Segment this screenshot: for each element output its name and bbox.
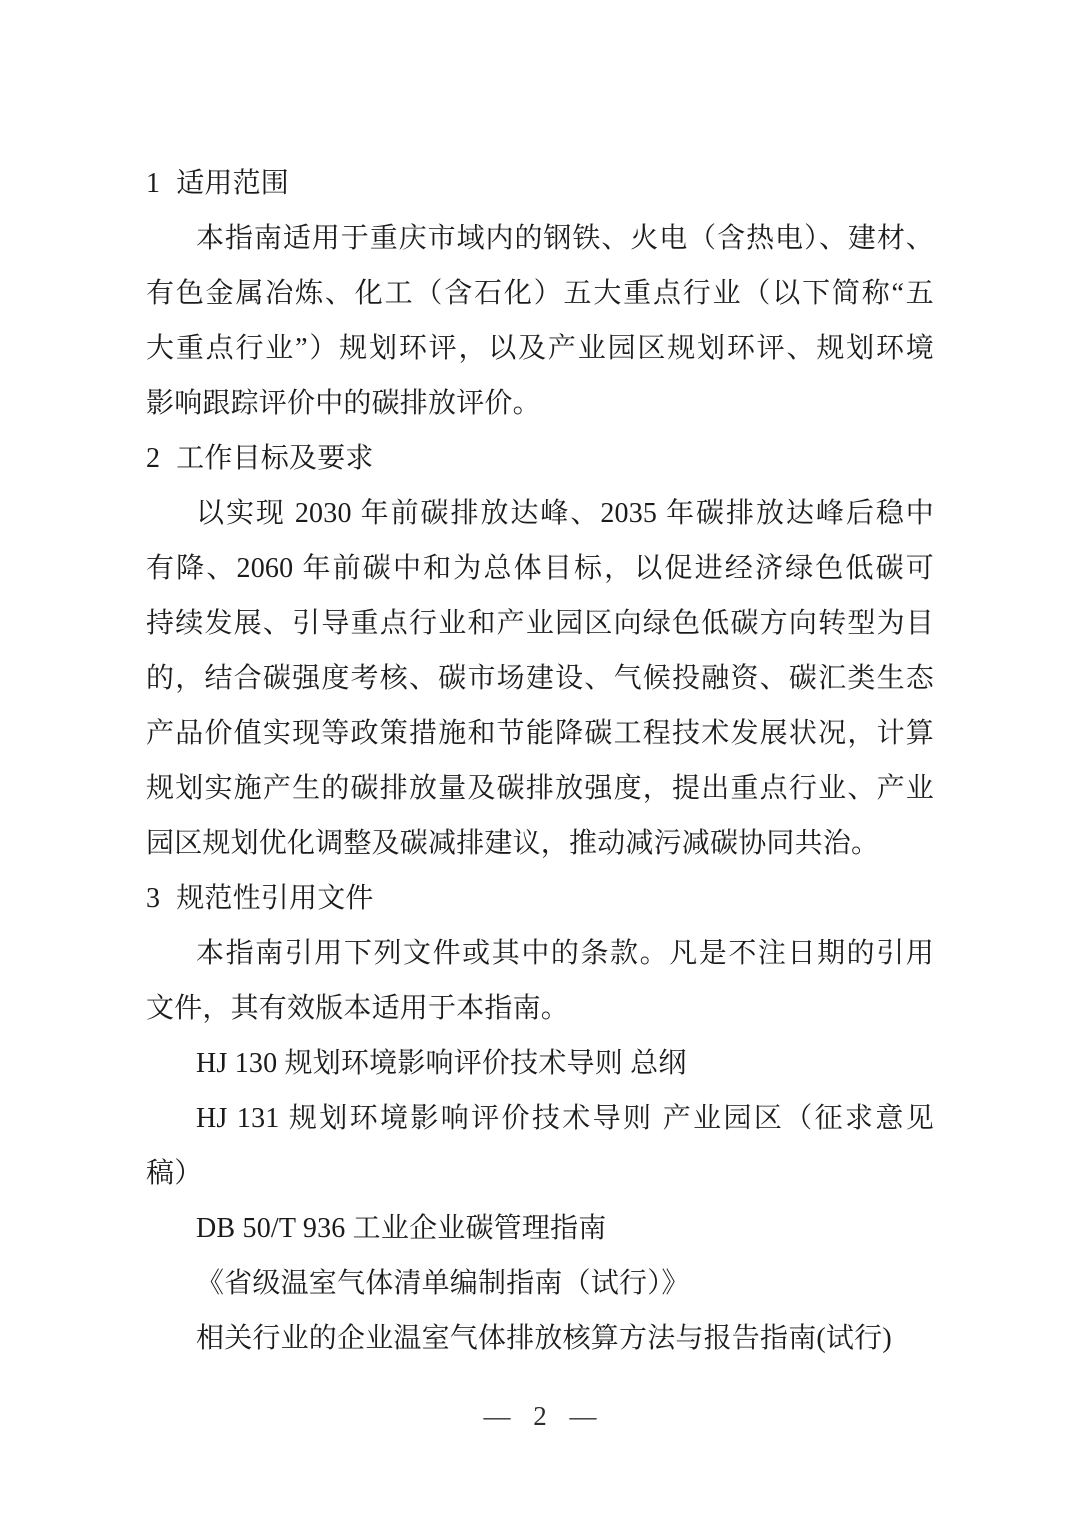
- section-title: 适用范围: [176, 168, 290, 199]
- text-line: 文件，其有效版本适用于本指南。: [146, 993, 570, 1024]
- text-line: 持续发展、引导重点行业和产业园区向绿色低碳方向转型为目: [146, 608, 934, 639]
- text-line: 《省级温室气体清单编制指南（试行）》: [196, 1268, 690, 1299]
- text-line: 产品价值实现等政策措施和节能降碳工程技术发展状况，计算: [146, 718, 934, 749]
- section-title: 规范性引用文件: [176, 883, 374, 914]
- text-line: 稿）: [146, 1158, 203, 1189]
- text-line: 的，结合碳强度考核、碳市场建设、气候投融资、碳汇类生态: [146, 663, 934, 694]
- text-line: 有降、2060 年前碳中和为总体目标，以促进经济绿色低碳可: [146, 553, 934, 584]
- section-number: 1: [146, 168, 161, 199]
- document-body: [146, 156, 934, 1366]
- text-line: DB 50/T 936 工业企业碳管理指南: [196, 1213, 607, 1244]
- section-title: 工作目标及要求: [176, 443, 374, 474]
- page-number: — 2 —: [483, 1401, 597, 1431]
- text-line: 大重点行业”）规划环评，以及产业园区规划环评、规划环境: [146, 333, 934, 364]
- section-heading-1: [146, 156, 934, 211]
- text-line: 有色金属冶炼、化工（含石化）五大重点行业（以下简称“五: [146, 278, 934, 309]
- text-line: HJ 131 规划环境影响评价技术导则 产业园区（征求意见: [196, 1103, 934, 1134]
- section-heading-2: [146, 431, 934, 486]
- text-line: 规划实施产生的碳排放量及碳排放强度，提出重点行业、产业: [146, 773, 934, 804]
- text-line: 影响跟踪评价中的碳排放评价。: [146, 388, 541, 419]
- text-line: 园区规划优化调整及碳减排建议，推动减污减碳协同共治。: [146, 828, 880, 859]
- text-line: HJ 130 规划环境影响评价技术导则 总纲: [196, 1048, 687, 1079]
- section-number: 3: [146, 883, 161, 914]
- text-line: 以实现 2030 年前碳排放达峰、2035 年碳排放达峰后稳中: [196, 498, 934, 529]
- text-line: 相关行业的企业温室气体排放核算方法与报告指南(试行): [196, 1323, 892, 1354]
- text-line: 本指南适用于重庆市域内的钢铁、火电（含热电）、建材、: [196, 223, 934, 254]
- text-line: 本指南引用下列文件或其中的条款。凡是不注日期的引用: [196, 938, 934, 969]
- section-number: 2: [146, 443, 161, 474]
- section-heading-3: [146, 871, 934, 926]
